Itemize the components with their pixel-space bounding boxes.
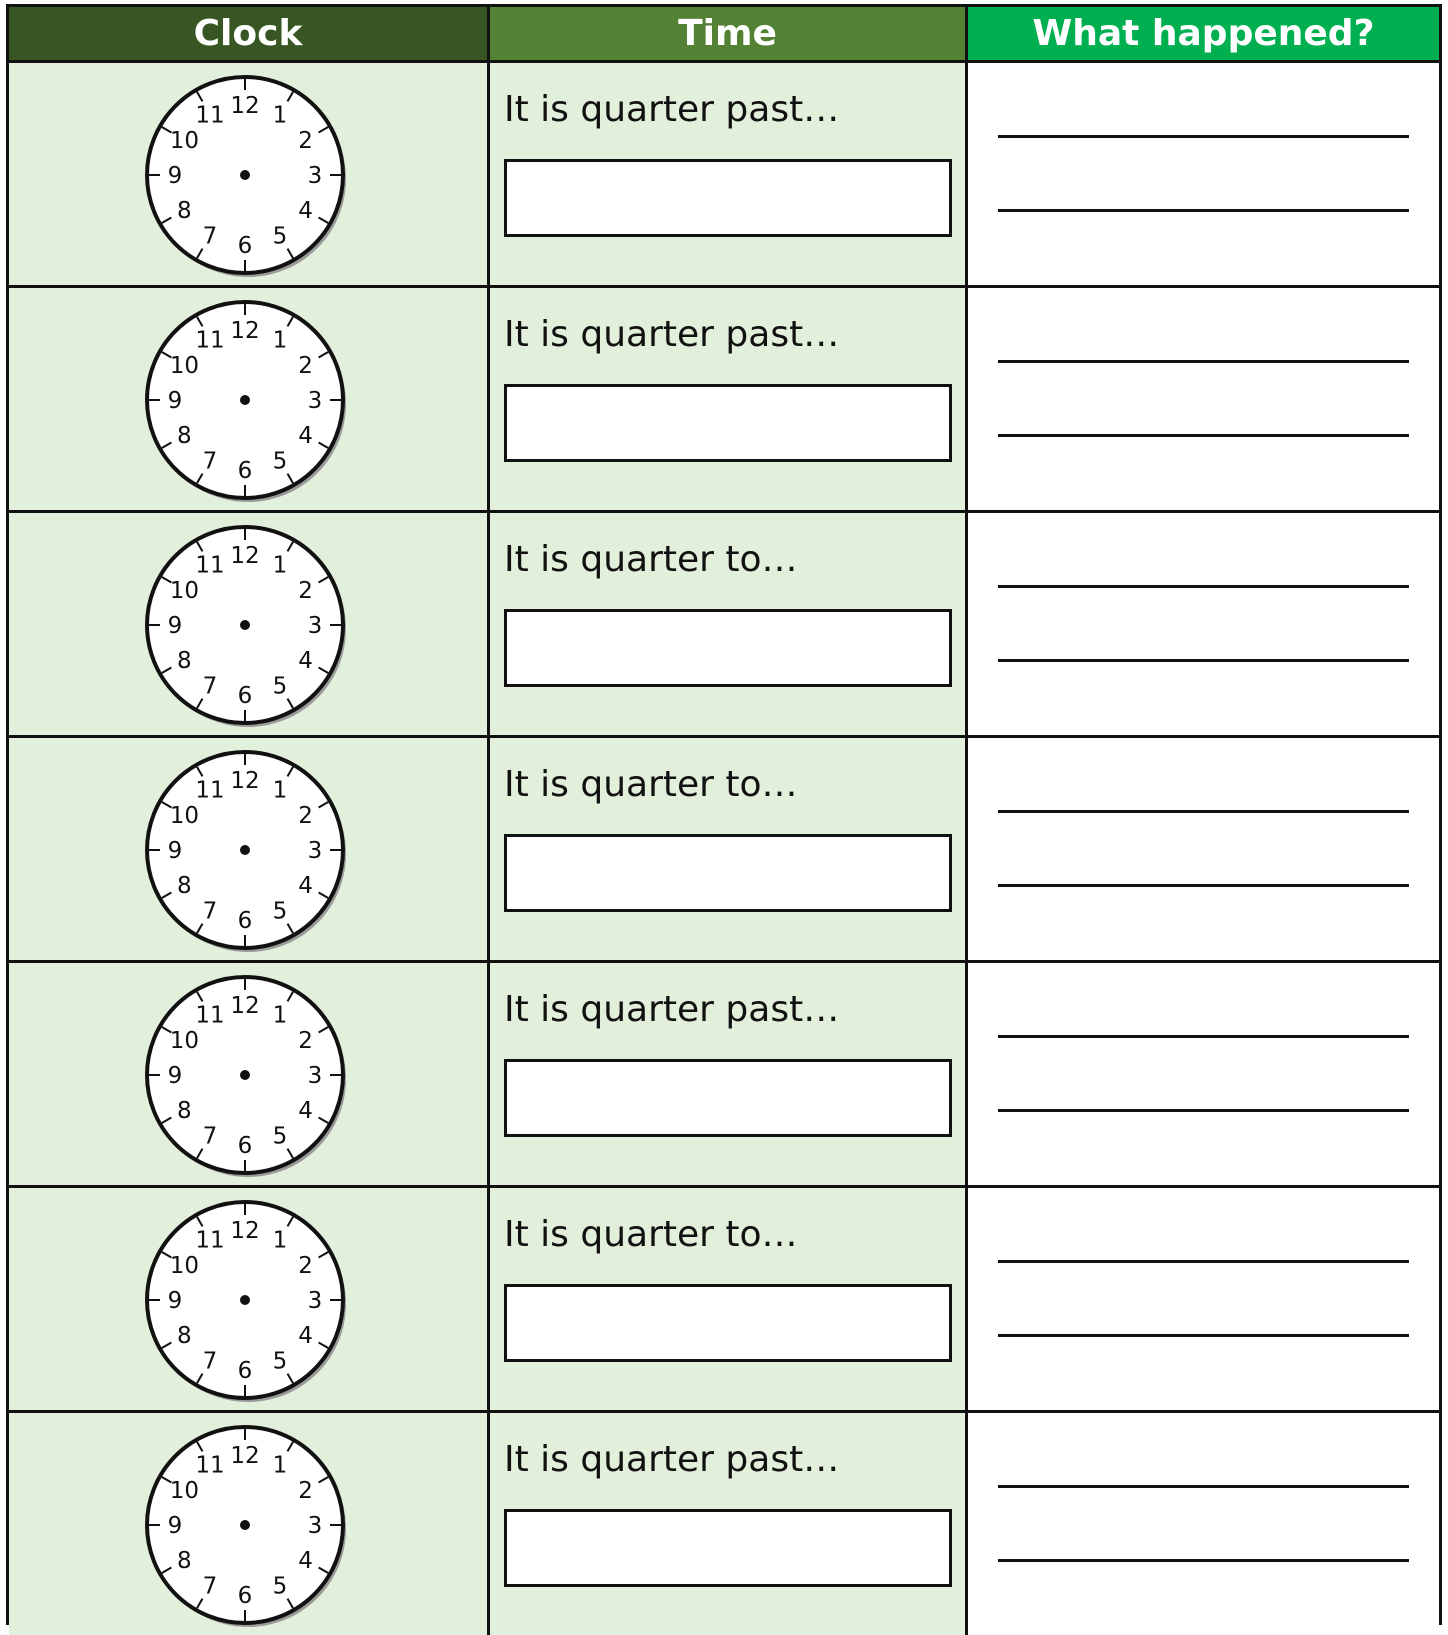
clock-number: 1 bbox=[272, 1227, 288, 1254]
clock-number: 5 bbox=[272, 1123, 288, 1150]
clock-number: 6 bbox=[237, 908, 253, 934]
clock-center-dot bbox=[240, 170, 250, 180]
time-answer-box[interactable] bbox=[504, 609, 952, 687]
clock-face-icon[interactable] bbox=[139, 69, 351, 281]
table-row bbox=[9, 1185, 1439, 1410]
clock-number: 4 bbox=[298, 1098, 313, 1124]
time-answer-box[interactable] bbox=[504, 384, 952, 462]
worksheet-table bbox=[6, 4, 1442, 1625]
clock-number: 10 bbox=[169, 1478, 200, 1504]
clock-number: 7 bbox=[202, 673, 218, 700]
clock-number: 2 bbox=[298, 1028, 313, 1054]
header-what-happened bbox=[965, 7, 1439, 60]
clock-number: 4 bbox=[298, 1548, 313, 1574]
clock-number: 8 bbox=[177, 1323, 192, 1349]
clock-number: 7 bbox=[202, 223, 218, 250]
clock-number: 9 bbox=[167, 388, 183, 414]
clock-number: 7 bbox=[202, 898, 218, 925]
time-cell bbox=[487, 1413, 965, 1635]
clock-cell bbox=[9, 1413, 487, 1635]
table-row bbox=[9, 960, 1439, 1185]
clock-number: 5 bbox=[272, 898, 288, 925]
clock-number: 3 bbox=[307, 1288, 323, 1314]
clock-number: 1 bbox=[272, 777, 288, 804]
clock-number: 1 bbox=[272, 1002, 288, 1029]
what-happened-cell bbox=[965, 1413, 1439, 1635]
clock-number: 9 bbox=[167, 163, 183, 189]
what-happened-cell bbox=[965, 1188, 1439, 1410]
time-answer-box[interactable] bbox=[504, 1509, 952, 1587]
clock-cell bbox=[9, 963, 487, 1185]
time-prompt: It is quarter to… bbox=[504, 764, 798, 805]
writing-line[interactable] bbox=[998, 434, 1409, 437]
clock-number: 8 bbox=[177, 1548, 192, 1574]
clock-number: 10 bbox=[169, 1028, 200, 1054]
clock-number: 12 bbox=[230, 1443, 260, 1469]
clock-number: 12 bbox=[230, 543, 260, 569]
clock-face-icon[interactable] bbox=[139, 294, 351, 506]
clock-number: 7 bbox=[202, 1573, 218, 1600]
what-happened-cell bbox=[965, 738, 1439, 960]
clock-number: 3 bbox=[307, 838, 323, 864]
clock-number: 11 bbox=[195, 1002, 225, 1029]
clock-face-icon[interactable] bbox=[139, 744, 351, 956]
clock-number: 6 bbox=[237, 683, 253, 709]
writing-line[interactable] bbox=[998, 884, 1409, 887]
clock-number: 9 bbox=[167, 1288, 183, 1314]
clock-number: 5 bbox=[272, 1573, 288, 1600]
clock-number: 9 bbox=[167, 1513, 183, 1539]
clock-number: 6 bbox=[237, 1133, 253, 1159]
clock-number: 10 bbox=[169, 1253, 200, 1279]
clock-number: 7 bbox=[202, 448, 218, 475]
clock-number: 12 bbox=[230, 93, 260, 119]
writing-line[interactable] bbox=[998, 1485, 1409, 1488]
clock-number: 6 bbox=[237, 458, 253, 484]
clock-face-icon[interactable] bbox=[139, 519, 351, 731]
table-row bbox=[9, 1410, 1439, 1635]
clock-number: 12 bbox=[230, 768, 260, 794]
table-row bbox=[9, 60, 1439, 285]
clock-face-icon[interactable] bbox=[139, 1419, 351, 1631]
writing-line[interactable] bbox=[998, 1109, 1409, 1112]
writing-line[interactable] bbox=[998, 1260, 1409, 1263]
clock-number: 4 bbox=[298, 198, 313, 224]
header-clock bbox=[9, 7, 487, 60]
clock-cell bbox=[9, 738, 487, 960]
clock-number: 10 bbox=[169, 578, 200, 604]
time-answer-box[interactable] bbox=[504, 834, 952, 912]
table-row bbox=[9, 285, 1439, 510]
clock-face-icon[interactable] bbox=[139, 969, 351, 1181]
time-cell bbox=[487, 513, 965, 735]
clock-number: 12 bbox=[230, 1218, 260, 1244]
clock-number: 10 bbox=[169, 353, 200, 379]
writing-line[interactable] bbox=[998, 1035, 1409, 1038]
clock-number: 5 bbox=[272, 673, 288, 700]
clock-number: 3 bbox=[307, 613, 323, 639]
header-what-happened-label: What happened? bbox=[1032, 13, 1375, 54]
clock-number: 2 bbox=[298, 578, 313, 604]
clock-number: 6 bbox=[237, 233, 253, 259]
clock-number: 8 bbox=[177, 1098, 192, 1124]
clock-number: 11 bbox=[195, 102, 225, 129]
writing-line[interactable] bbox=[998, 810, 1409, 813]
clock-number: 3 bbox=[307, 388, 323, 414]
time-prompt: It is quarter past… bbox=[504, 989, 840, 1030]
time-prompt: It is quarter past… bbox=[504, 314, 840, 355]
clock-number: 9 bbox=[167, 613, 183, 639]
clock-number: 8 bbox=[177, 648, 192, 674]
header-time-label: Time bbox=[678, 13, 777, 54]
clock-number: 1 bbox=[272, 1452, 288, 1479]
clock-cell bbox=[9, 513, 487, 735]
clock-number: 10 bbox=[169, 128, 200, 154]
clock-number: 11 bbox=[195, 1227, 225, 1254]
clock-number: 4 bbox=[298, 423, 313, 449]
writing-line[interactable] bbox=[998, 209, 1409, 212]
time-cell bbox=[487, 738, 965, 960]
clock-cell bbox=[9, 63, 487, 285]
time-prompt: It is quarter past… bbox=[504, 89, 840, 130]
writing-line[interactable] bbox=[998, 360, 1409, 363]
writing-line[interactable] bbox=[998, 135, 1409, 138]
clock-number: 11 bbox=[195, 1452, 225, 1479]
what-happened-cell bbox=[965, 63, 1439, 285]
writing-line[interactable] bbox=[998, 585, 1409, 588]
clock-number: 12 bbox=[230, 993, 260, 1019]
clock-number: 2 bbox=[298, 353, 313, 379]
clock-number: 12 bbox=[230, 318, 260, 344]
clock-face-icon[interactable] bbox=[139, 1194, 351, 1406]
clock-number: 6 bbox=[237, 1358, 253, 1384]
clock-number: 11 bbox=[195, 327, 225, 354]
clock-number: 9 bbox=[167, 838, 183, 864]
time-cell bbox=[487, 963, 965, 1185]
what-happened-cell bbox=[965, 288, 1439, 510]
clock-number: 9 bbox=[167, 1063, 183, 1089]
clock-number: 3 bbox=[307, 1063, 323, 1089]
clock-number: 5 bbox=[272, 448, 288, 475]
clock-center-dot bbox=[240, 1295, 250, 1305]
clock-number: 5 bbox=[272, 1348, 288, 1375]
clock-number: 8 bbox=[177, 873, 192, 899]
clock-number: 8 bbox=[177, 198, 192, 224]
time-answer-box[interactable] bbox=[504, 1284, 952, 1362]
what-happened-cell bbox=[965, 513, 1439, 735]
writing-line[interactable] bbox=[998, 659, 1409, 662]
clock-cell bbox=[9, 288, 487, 510]
time-prompt: It is quarter to… bbox=[504, 539, 798, 580]
time-cell bbox=[487, 63, 965, 285]
clock-number: 8 bbox=[177, 423, 192, 449]
header-time bbox=[487, 7, 965, 60]
time-prompt: It is quarter past… bbox=[504, 1439, 840, 1480]
clock-number: 1 bbox=[272, 102, 288, 129]
time-answer-box[interactable] bbox=[504, 159, 952, 237]
clock-number: 4 bbox=[298, 648, 313, 674]
clock-number: 2 bbox=[298, 128, 313, 154]
writing-line[interactable] bbox=[998, 1334, 1409, 1337]
clock-center-dot bbox=[240, 1070, 250, 1080]
table-row bbox=[9, 735, 1439, 960]
clock-number: 10 bbox=[169, 803, 200, 829]
table-row bbox=[9, 510, 1439, 735]
clock-number: 1 bbox=[272, 552, 288, 579]
writing-line[interactable] bbox=[998, 1559, 1409, 1562]
time-answer-box[interactable] bbox=[504, 1059, 952, 1137]
clock-center-dot bbox=[240, 620, 250, 630]
clock-number: 11 bbox=[195, 552, 225, 579]
clock-number: 7 bbox=[202, 1123, 218, 1150]
clock-number: 2 bbox=[298, 1478, 313, 1504]
time-cell bbox=[487, 288, 965, 510]
clock-number: 2 bbox=[298, 803, 313, 829]
clock-number: 3 bbox=[307, 163, 323, 189]
clock-number: 7 bbox=[202, 1348, 218, 1375]
clock-number: 6 bbox=[237, 1583, 253, 1609]
clock-number: 1 bbox=[272, 327, 288, 354]
what-happened-cell bbox=[965, 963, 1439, 1185]
clock-number: 3 bbox=[307, 1513, 323, 1539]
clock-number: 4 bbox=[298, 1323, 313, 1349]
clock-number: 2 bbox=[298, 1253, 313, 1279]
clock-number: 11 bbox=[195, 777, 225, 804]
header-clock-label: Clock bbox=[193, 13, 303, 54]
clock-center-dot bbox=[240, 845, 250, 855]
time-prompt: It is quarter to… bbox=[504, 1214, 798, 1255]
clock-center-dot bbox=[240, 1520, 250, 1530]
clock-number: 5 bbox=[272, 223, 288, 250]
clock-cell bbox=[9, 1188, 487, 1410]
clock-number: 4 bbox=[298, 873, 313, 899]
clock-center-dot bbox=[240, 395, 250, 405]
time-cell bbox=[487, 1188, 965, 1410]
